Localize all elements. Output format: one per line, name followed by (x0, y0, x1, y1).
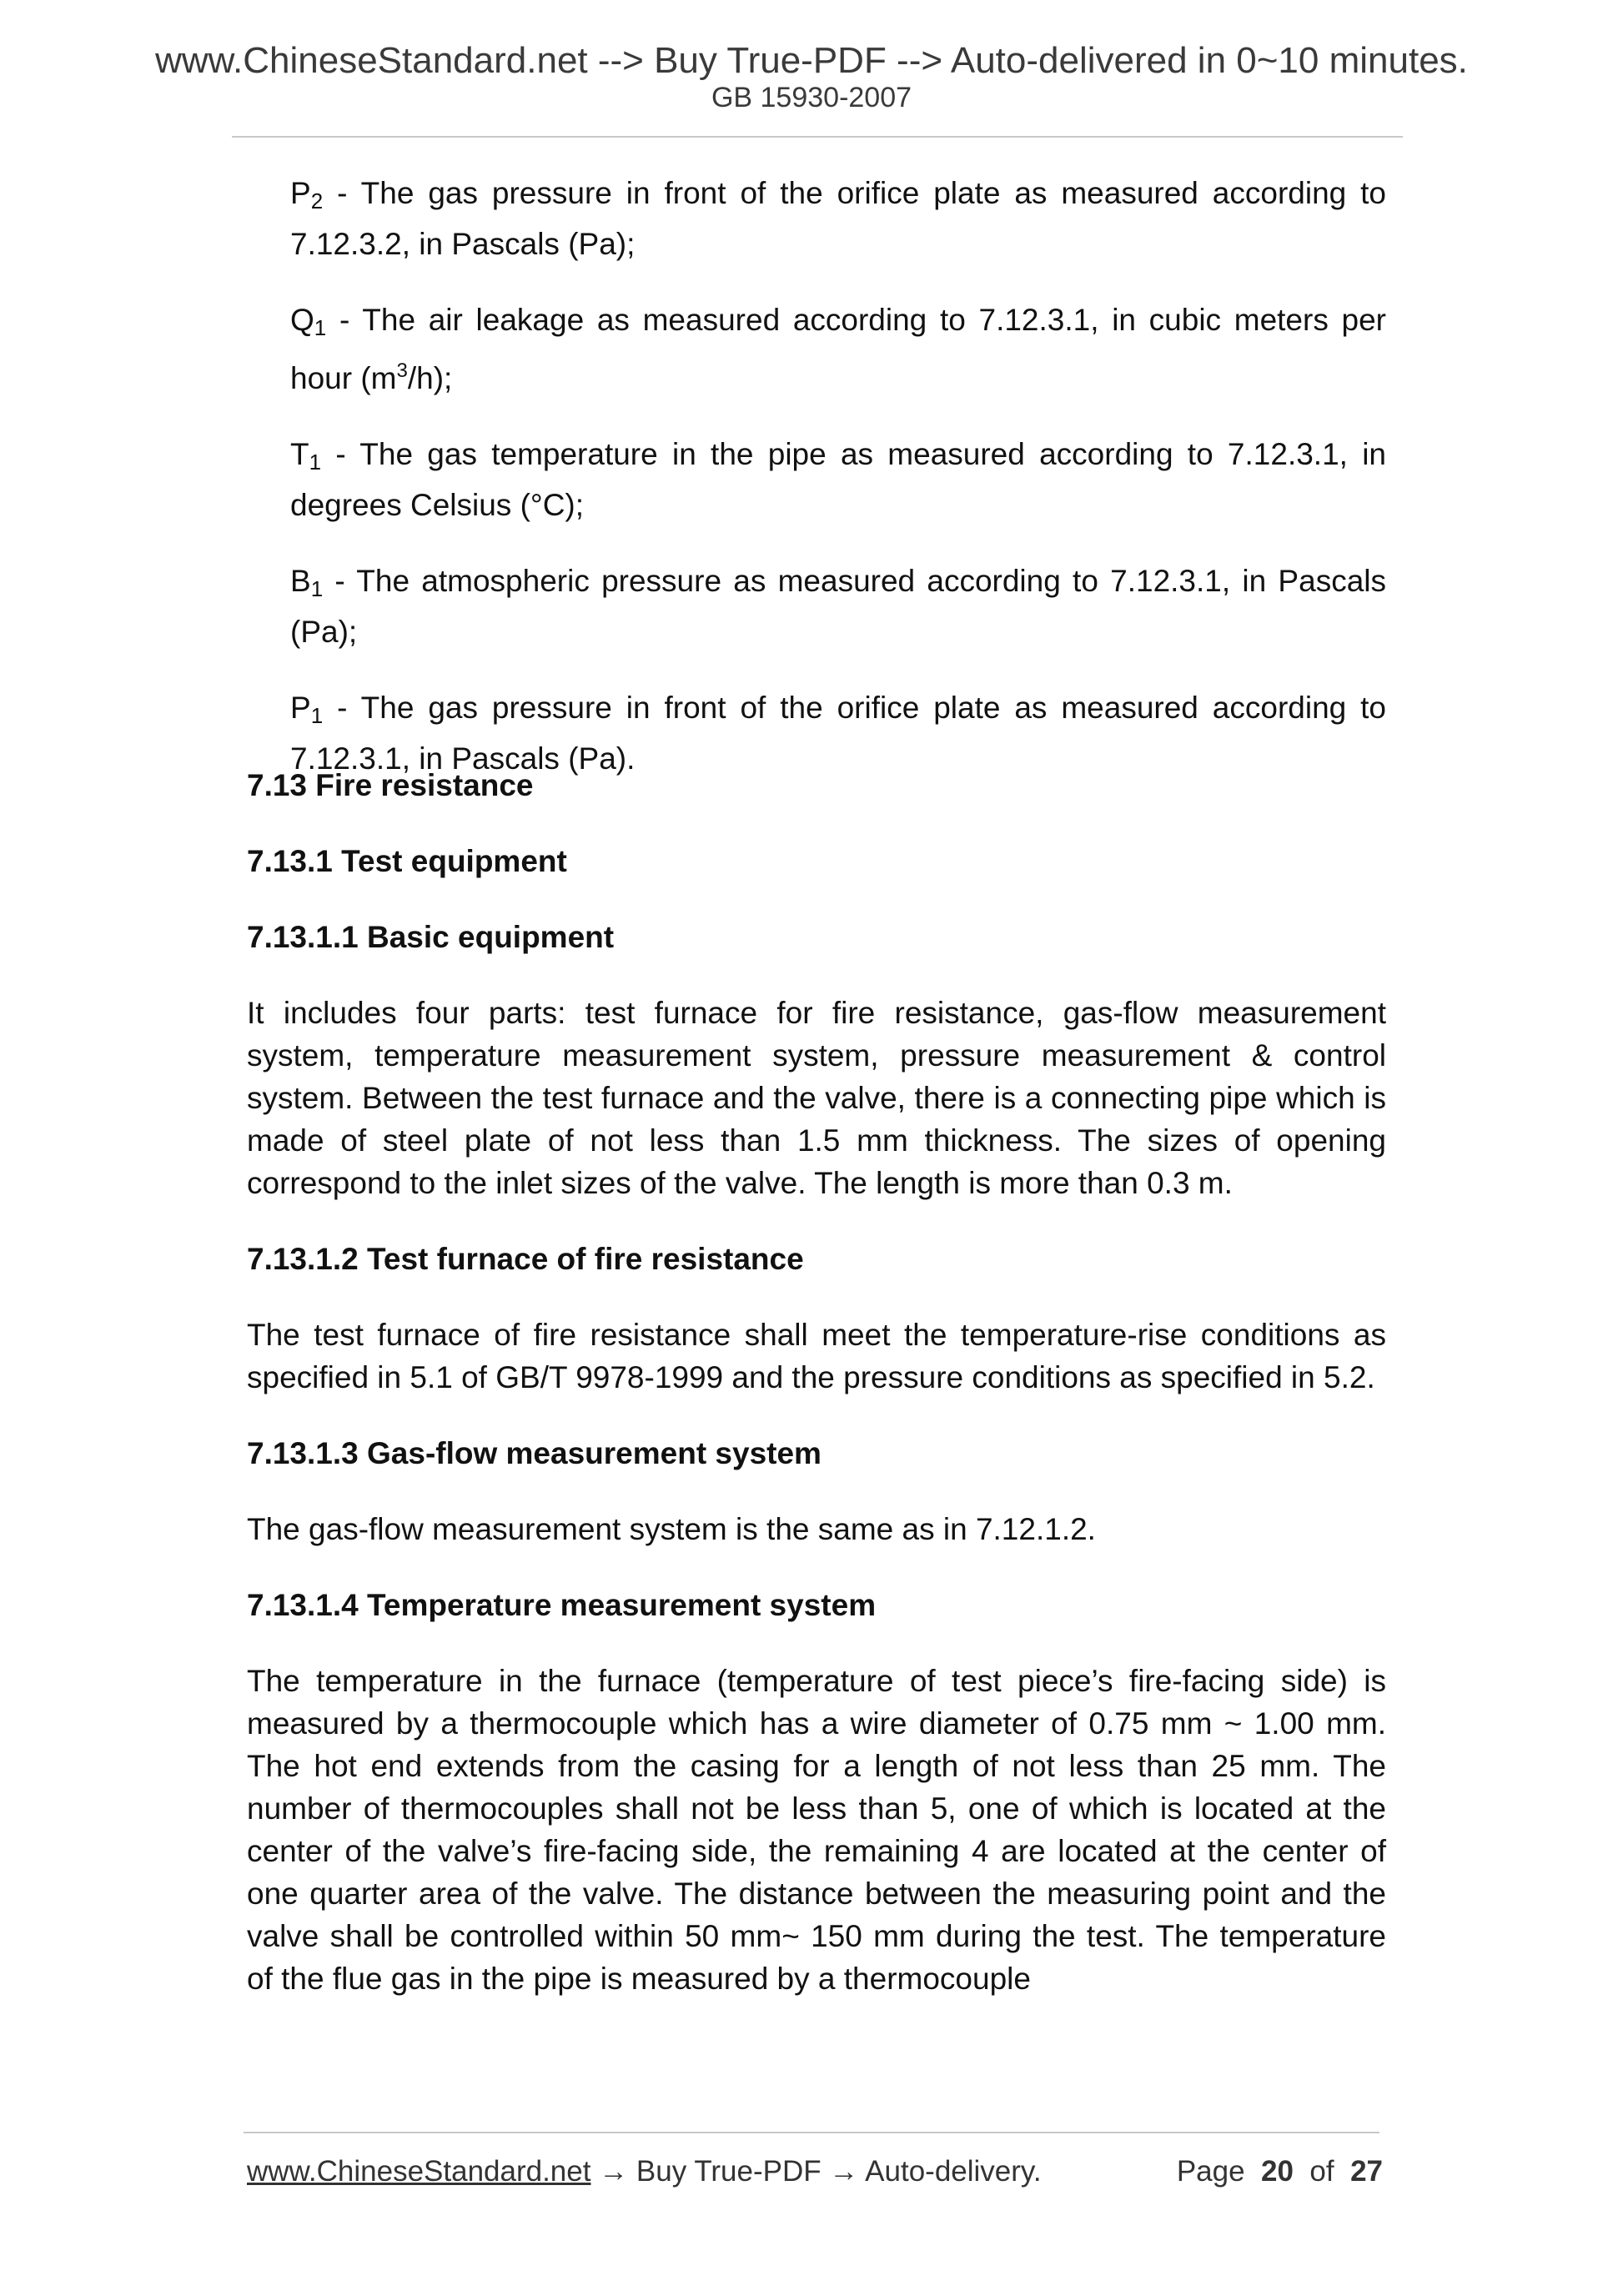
definition-b1 (290, 560, 1386, 653)
definition-symbol: P (290, 691, 311, 725)
definition-text: - The gas temperature in the pipe as measured according to 7.12.3.1, in degrees Celsius (°C); (290, 437, 1386, 522)
section-body (247, 764, 1386, 2033)
definition-subscript: 1 (314, 315, 327, 340)
heading-7-13-1: 7.13.1 Test equipment (247, 844, 567, 878)
page-word: Page (1176, 2155, 1245, 2188)
definition-subscript: 2 (310, 188, 324, 214)
heading-7-13-1-2: 7.13.1.2 Test furnace of fire resistance (247, 1242, 804, 1276)
paragraph-test-furnace: The test furnace of fire resistance shall meet the temperature-rise conditions as specified in 5.1 of GB/T 9978-1999 and the pressure conditions as specified in 5.2. (247, 1318, 1386, 1394)
definition-text: - The atmospheric pressure as measured according to 7.12.3.1, in Pascals (Pa); (290, 564, 1386, 649)
heading-7-13: 7.13 Fire resistance (247, 768, 534, 802)
definition-list (290, 172, 1386, 813)
footer-tagline: → Buy True-PDF → Auto-delivery. (590, 2155, 1042, 2188)
definition-text-end: /h); (407, 361, 453, 395)
definition-symbol: P (290, 176, 311, 210)
footer-divider (244, 2132, 1379, 2133)
standard-code: GB 15930-2007 (711, 82, 912, 113)
definition-text: - The air leakage as measured according to 7.12.3.1, in cubic meters per hour (m (290, 303, 1386, 395)
header-divider (232, 136, 1403, 138)
paragraph-temperature: The temperature in the furnace (temperature of test piece’s fire-facing side) is measured by a thermocouple which has a wire diameter of 0.75 mm ~ 1.00 mm. The hot end extends from the casing for a length of not less than 25 mm. The number of thermocouples shall not be less than 5, one of which is located at the center of the valve’s fire-facing side, the remaining 4 are located at the center of one quarter area of the valve. The distance between the measuring point and the valve shall be controlled within 50 mm~ 150 mm during the test. The temperature of the flue gas in the pipe is measured by a thermocouple (247, 1664, 1386, 1996)
footer-site-link[interactable]: www.ChineseStandard.net (247, 2155, 591, 2188)
definition-text: - The gas pressure in front of the orifice plate as measured according to 7.12.3.1, in Pascals (Pa). (290, 691, 1386, 776)
page-number (1177, 2155, 1383, 2188)
definition-symbol: B (290, 564, 311, 598)
definition-subscript: 1 (310, 703, 324, 728)
definition-text: - The gas pressure in front of the orifice plate as measured according to 7.12.3.2, in Pascals (Pa); (290, 176, 1386, 261)
definition-t1 (290, 433, 1386, 526)
heading-7-13-1-4: 7.13.1.4 Temperature measurement system (247, 1588, 877, 1622)
definition-subscript: 1 (310, 576, 324, 601)
footer-left (247, 2155, 1042, 2188)
definition-subscript: 1 (309, 450, 322, 475)
definition-q1 (290, 299, 1386, 399)
paragraph-gas-flow: The gas-flow measurement system is the same as in 7.12.1.2. (247, 1512, 1096, 1546)
paragraph-basic-equipment: It includes four parts: test furnace for fire resistance, gas-flow measurement system, temperature measurement system, pressure measurement & control system. Between the test furnace and the valve, there is a connecting pipe which is made of steel plate of not less than 1.5 mm thickness. The sizes of opening correspond to the inlet sizes of the valve. The length is more than 0.3 m. (247, 996, 1386, 1200)
definition-symbol: Q (290, 303, 314, 337)
definition-p2 (290, 172, 1386, 265)
heading-7-13-1-3: 7.13.1.3 Gas-flow measurement system (247, 1436, 822, 1470)
definition-symbol: T (290, 437, 309, 471)
of-word: of (1309, 2155, 1334, 2188)
current-page: 20 (1261, 2155, 1294, 2188)
site-banner: www.ChineseStandard.net --> Buy True-PDF --> Auto-delivered in 0~10 minutes. (155, 40, 1468, 81)
heading-7-13-1-1: 7.13.1.1 Basic equipment (247, 920, 615, 954)
definition-superscript: 3 (396, 359, 408, 382)
total-pages: 27 (1350, 2155, 1383, 2188)
